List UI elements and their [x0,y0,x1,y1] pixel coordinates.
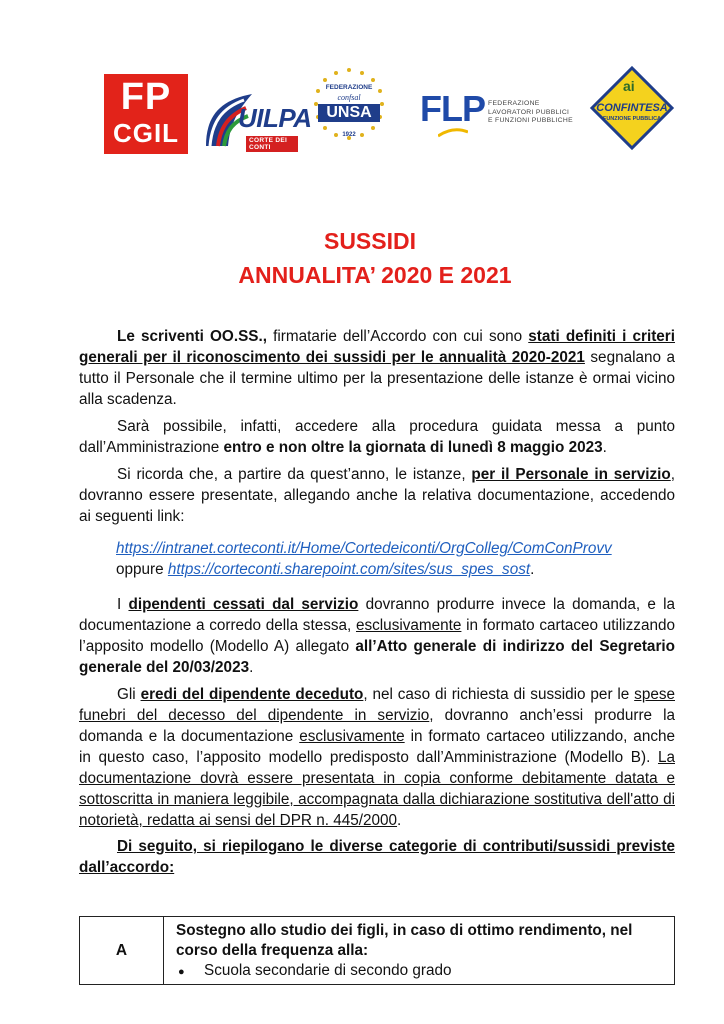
unsa-logo-bottom: 1922 [342,132,356,138]
links-oppure: oppure [116,561,168,578]
links-block [116,538,676,580]
p4-cessati: dipendenti cessati dal servizio [128,596,359,613]
category-description [164,917,675,985]
logo-bar [100,62,680,157]
fp-cgil-logo [104,74,188,154]
paragraph-2 [79,416,675,458]
p3-text-a: Si ricorda che, a partire da quest’anno, le istanze, [117,466,472,483]
flp-logo-fed-line3: E FUNZIONI PUBBLICHE [488,117,573,124]
p5-text-b: , nel caso di richiesta di sussidio per le [363,686,635,703]
p2-text: Sarà possibile, infatti, accedere alla procedura guidata messa a punto dall’Amministrazione [79,418,675,456]
flp-logo-word: FLP [420,88,485,129]
p2-deadline: entro e non oltre la giornata di lunedì 8 maggio 2023 [223,439,603,456]
categories-table [79,916,675,985]
intranet-link[interactable]: https://intranet.corteconti.it/Home/Cortedeiconti/OrgColleg/ComConProvv [116,540,612,557]
bullet-icon: ● [178,966,185,978]
p4-esclusivamente: esclusivamente [355,617,462,634]
paragraph-6 [79,836,675,878]
paragraph-3 [79,464,675,527]
flp-logo-fed [488,100,573,126]
flp-logo-fed-line2: LAVORATORI PUBBLICI [488,108,570,116]
paragraph-4 [79,594,675,678]
unsa-logo-mid: confsal [337,93,361,102]
category-letter: A [80,917,164,985]
p6-summary: Di seguito, si riepilogano le diverse categorie di contributi/sussidi previste dall’accordo: [79,838,675,876]
p4-end: . [249,659,254,676]
unsa-logo-top: FEDERAZIONE [325,84,373,91]
p3-personnel: per il Personale in servizio [471,466,671,483]
category-title: Sostegno allo studio dei figli, in caso di ottimo rendimento, nel corso della frequenza alla: [176,922,633,959]
p4-text-b: dovranno produrre invece la domanda, e la documentazione a corredo della stessa, [79,596,676,634]
p1-text-a: firmatarie dell’Accordo con cui sono [267,328,529,345]
uilpa-logo [200,86,312,152]
unsa-logo [308,66,390,152]
sharepoint-link[interactable]: https://corteconti.sharepoint.com/sites/sus_spes_sost [167,561,531,578]
p5-esclusivamente: esclusivamente [299,728,405,745]
p5-text-c: , dovranno anch’essi produrre la domanda e la documentazione [79,707,675,745]
document-subtitle: ANNUALITA’ 2020 E 2021 [238,262,512,288]
document-title: SUSSIDI [323,228,417,254]
p3-text-b: , dovranno essere presentate, allegando anche la relativa documentazione, accedendo ai seguenti link: [79,466,675,525]
p4-atto: all’Atto generale di indirizzo del Segretario generale del 20/03/2023 [79,638,675,676]
p1-criteria: stati definiti i criteri generali per il riconoscimento dei sussidi per le annualità 2020-2021 [79,328,675,366]
p5-spese: spese funebri del decesso del dipendente in servizio [79,686,675,724]
p4-text-c: in formato cartaceo utilizzando l’apposito modello (Modello A) allegato [79,617,675,655]
category-bullet-text: Scuola secondarie di secondo grado [204,962,452,979]
uilpa-logo-word: UILPA [238,103,312,133]
category-bullet [178,961,664,982]
fp-cgil-logo-line2: CGIL [112,118,180,148]
table-row [80,917,675,985]
p1-text-b: segnalano a tutto il Personale che il termine ultimo per la presentazione delle istanze è ormai vicino alla scadenza. [79,349,675,408]
flp-logo [418,82,598,142]
confintesa-logo [586,62,678,154]
confintesa-logo-ai: ai [623,78,635,94]
uilpa-logo-sub: CORTE DEI CONTI [246,136,298,152]
p5-eredi: eredi del dipendente deceduto [140,686,364,703]
p5-documentazione: La documentazione dovrà essere presentata in copia conforme debitamente datata e sottoscritta in maniera leggibile, accompagnata dalla dichiarazione sostitutiva dell'atto di notorietà, redatta ai sensi del DPR n. 445/2000 [79,749,675,829]
paragraph-1 [79,326,675,410]
p4-text-a: I [117,596,129,613]
confintesa-logo-word: CONFINTESA [596,102,668,114]
flp-swoosh-icon [438,126,468,140]
flp-logo-fed-line1: FEDERAZIONE [488,100,540,107]
p1-subject: Le scriventi OO.SS., [117,328,267,345]
p5-text-a: Gli [117,686,141,703]
confintesa-logo-sub: FUNZIONE PUBBLICA [602,116,662,122]
p5-end: . [397,812,402,829]
links-end: . [530,561,535,578]
unsa-logo-word: UNSA [318,104,380,122]
p2-end: . [602,439,607,456]
paragraph-5 [79,684,675,831]
p5-text-d: in formato cartaceo utilizzando, anche in questo caso, l’apposito modello predisposto dall’Amministrazione (Modello B). [79,728,675,766]
fp-cgil-logo-line1: FP [120,76,172,118]
